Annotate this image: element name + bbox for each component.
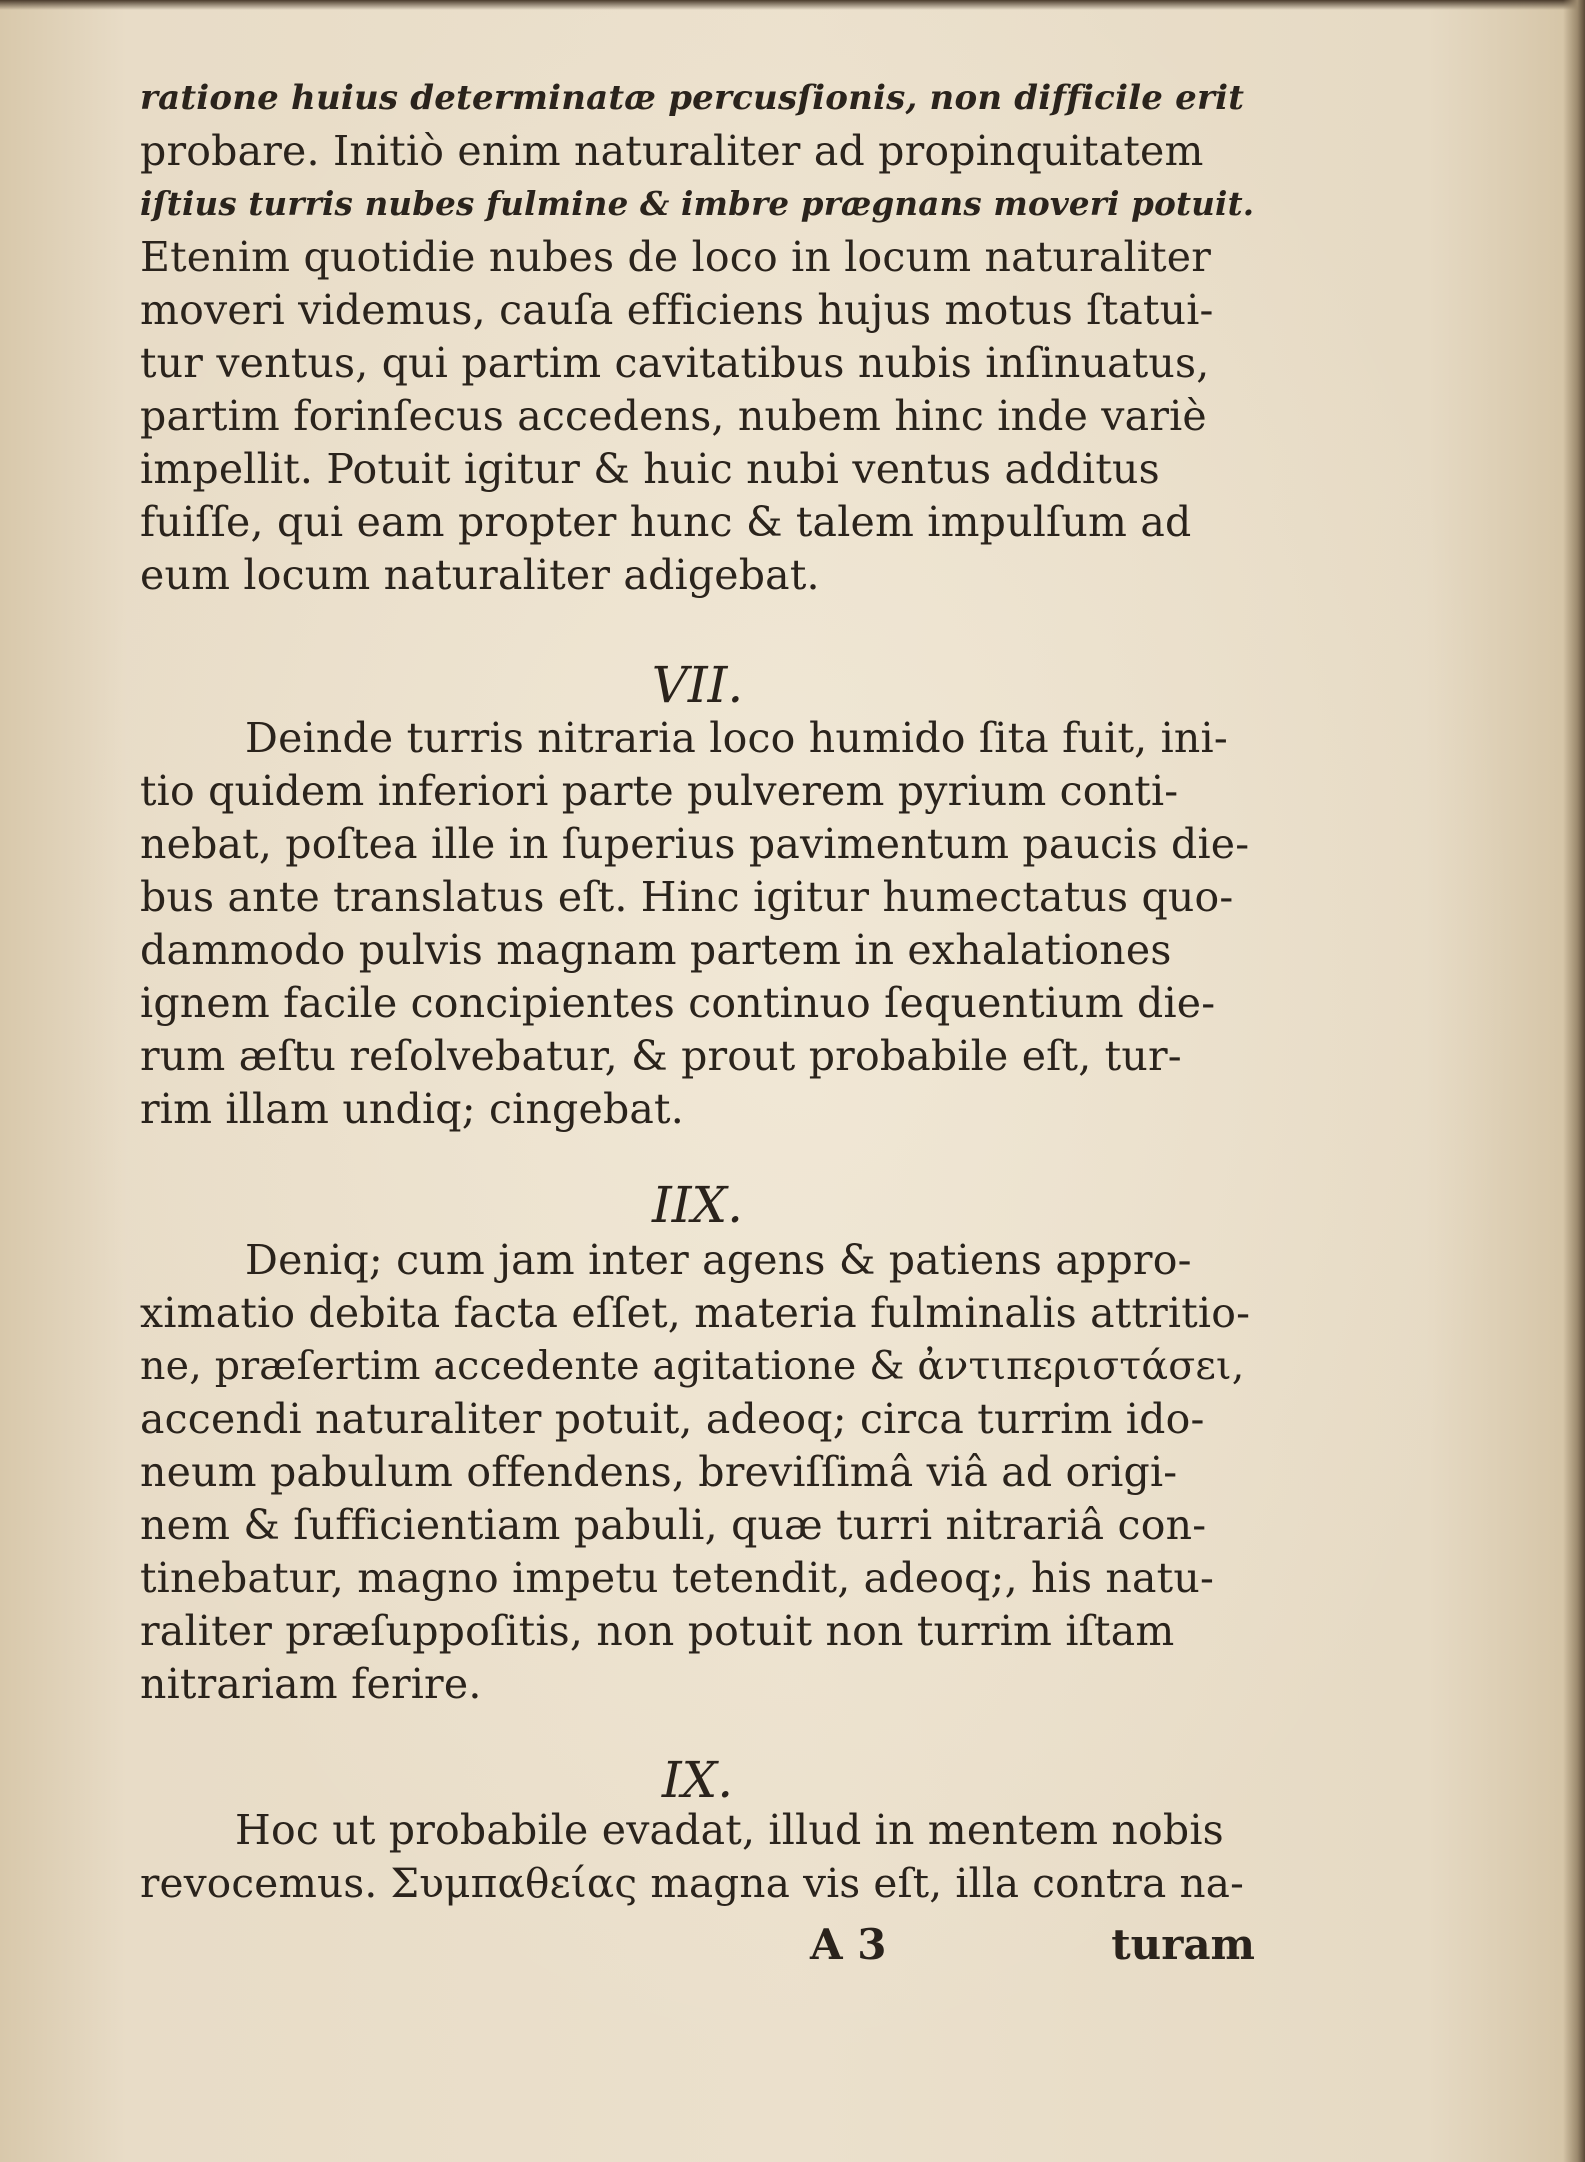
text-line: nebat, poſtea ille in ſuperius pavimentum paucis die- [140,820,1250,868]
text-line: ximatio debita facta eſſet, materia fulminalis attritio- [140,1289,1251,1337]
text-line: eum locum naturaliter adigebat. [140,551,820,599]
text-line: Deinde turris nitraria loco humido ſita fuit, ini- [245,714,1228,762]
signature-mark: A 3 [810,1920,887,1969]
text-line: probare. Initiò enim naturaliter ad propinquitatem [140,127,1204,175]
text-line: iſtius turris nubes fulmine & imbre prægnans moveri potuit. [140,184,1255,223]
text-line: nitrariam ferire. [140,1660,482,1708]
text-line: neum pabulum offendens, breviſſimâ viâ ad origi- [140,1448,1178,1496]
text-line: Hoc ut probabile evadat, illud in mentem nobis [235,1806,1224,1854]
text-line: ratione huius determinatæ percusſionis, non difficile erit [140,78,1245,118]
section-heading-ix: IX. [661,1751,734,1809]
section-heading-vii: VII. [651,656,744,714]
text-line: Deniq; cum jam inter agens & patiens appro- [245,1236,1192,1284]
text-line: partim forinſecus accedens, nubem hinc inde variè [140,392,1207,440]
page-footer [140,1915,1255,1975]
text-line: tinebatur, magno impetu tetendit, adeoq;, his natu- [140,1554,1215,1602]
text-line: revocemus. Συμπαθείας magna vis eſt, illa contra na- [140,1859,1244,1907]
text-line: dammodo pulvis magnam partem in exhalationes [140,926,1172,974]
section-heading-iix: IIX. [652,1176,743,1234]
text-line: moveri videmus, cauſa efficiens hujus motus ſtatui- [140,286,1214,334]
text-line: tur ventus, qui partim cavitatibus nubis inſinuatus, [140,339,1210,387]
text-line: bus ante translatus eſt. Hinc igitur humectatus quo- [140,873,1234,921]
catchword: turam [1111,1920,1255,1969]
text-line: accendi naturaliter potuit, adeoq; circa turrim ido- [140,1395,1205,1443]
text-line: ignem facile concipientes continuo ſequentium die- [140,979,1216,1027]
text-line: ne, præſertim accedente agitatione & ἀντιπεριστάσει, [140,1343,1245,1389]
text-line: nem & ſufficientiam pabuli, quæ turri nitrariâ con- [140,1501,1207,1549]
text-line: Etenim quotidie nubes de loco in locum naturaliter [140,233,1212,281]
text-line: fuiſſe, qui eam propter hunc & talem impulſum ad [140,498,1192,546]
text-line: raliter præſuppoſitis, non potuit non turrim iſtam [140,1607,1175,1655]
page-right-edge [1563,0,1585,2162]
page-top-edge [0,0,1585,10]
text-line: tio quidem inferiori parte pulverem pyrium conti- [140,767,1179,815]
text-line: impellit. Potuit igitur & huic nubi ventus additus [140,445,1160,493]
text-line: rum æſtu reſolvebatur, & prout probabile eſt, tur- [140,1032,1182,1080]
text-line: rim illam undiq; cingebat. [140,1085,684,1133]
